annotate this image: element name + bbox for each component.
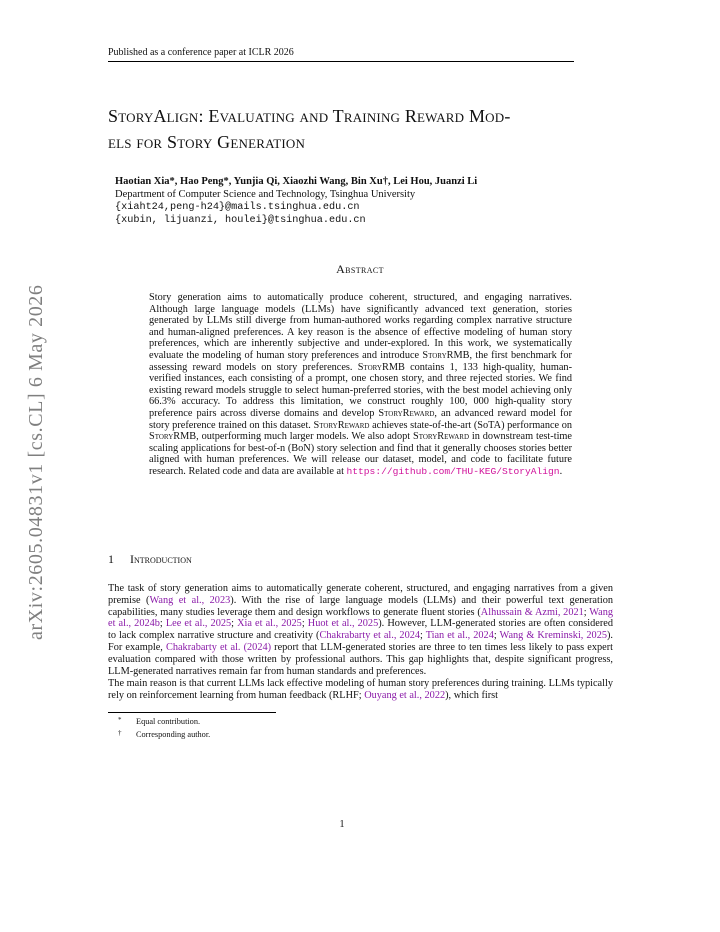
intro-paragraph-2	[108, 678, 613, 702]
header-rule	[108, 61, 574, 62]
citation-link[interactable]: Xia et al., 2025	[237, 618, 302, 630]
citation-link[interactable]: Alhussain & Azmi, 2021	[480, 606, 584, 618]
separator: ;	[301, 618, 308, 630]
author-block	[115, 175, 635, 227]
paper-title	[108, 103, 628, 155]
email-line-1: {xiaht24,peng-h24}@mails.tsinghua.edu.cn	[115, 202, 360, 213]
footnote-text: Corresponding author.	[136, 729, 211, 739]
arxiv-identifier: arXiv:2605.04831v1 [cs.CL] 6 May 2026	[25, 284, 47, 640]
email-line-2: {xubin, lijuanzi, houlei}@tsinghua.edu.cn	[115, 215, 366, 226]
footnote	[118, 728, 518, 741]
benchmark-name: StoryRMB	[357, 361, 405, 373]
abstract-text: , an advanced reward model for story preference trained on this dataset.	[149, 407, 572, 431]
citation-link[interactable]: Wang et al., 2024b	[108, 606, 614, 630]
benchmark-name: StoryRMB	[149, 431, 197, 443]
paragraph-text: ). However, LLM-generated stories are often considered to lack complex narrative structure and creativity (	[108, 618, 614, 642]
abstract-body	[149, 292, 572, 478]
affiliation: Department of Computer Science and Technology, Tsinghua University	[115, 189, 416, 200]
separator: ;	[420, 630, 426, 642]
abstract-text: , the first benchmark for assessing reward models on story preferences.	[149, 349, 572, 373]
citation-link[interactable]: Chakrabarty et al., 2024	[319, 630, 421, 642]
abstract-text: , outperforming much larger models. We also adopt	[196, 431, 413, 443]
citation-link[interactable]: Huot et al., 2025	[307, 618, 379, 630]
running-header: Published as a conference paper at ICLR 2026	[108, 47, 294, 58]
citation-link[interactable]: Chakrabarty et al. (2024)	[165, 641, 272, 653]
footnote-mark: †	[118, 728, 122, 737]
paragraph-text: ). With the rise of large language models (LLMs) and their powerful text generation capabilities, many studies leverage them and design workflows to generate fluent stories (	[108, 594, 614, 618]
title-line-2: els for Story Generation	[108, 132, 306, 152]
citation-link[interactable]: Lee et al., 2025	[165, 618, 232, 630]
abstract-heading: Abstract	[336, 262, 384, 276]
separator: ;	[231, 618, 238, 630]
citation-link[interactable]: Wang et al., 2023	[149, 594, 231, 606]
repository-link[interactable]: https://github.com/THU-KEG/StoryAlign	[346, 465, 560, 477]
paragraph-text: ), which first	[445, 689, 499, 701]
section-heading	[108, 552, 612, 566]
citation-link[interactable]: Tian et al., 2024	[425, 630, 494, 642]
abstract-text: contains 1, 133 high-quality, human-verified instances, each consisting of a prompt, one chosen story, and three rejected stories. We find existing reward models struggle to select human-preferred stories, with the best model achieving only 66.3% accuracy. To address this limitation, we construct roughly 100, 000 high-quality story preference pairs across diverse domains and develop	[149, 361, 572, 419]
separator: ;	[493, 630, 500, 642]
section-title: Introduction	[130, 552, 192, 566]
paragraph-text: report that LLM-generated stories are three to ten times less likely to pass expert evaluation compared with those written by professional authors. This gap highlights that, despite significant progress, LLM-generated narratives remain far from human standards and preferences.	[108, 641, 613, 677]
author-names: Haotian Xia*, Hao Peng*, Yunjia Qi, Xiaozhi Wang, Bin Xu†, Lei Hou, Juanzi Li	[115, 176, 478, 187]
paragraph-text: The task of story generation aims to automatically generate coherent, structured, and engaging narratives from a given premise (	[108, 583, 613, 606]
abstract-text: Story generation aims to automatically produce coherent, structured, and engaging narratives. Although large language models (LLMs) have significantly advanced text generation, stories generated by LLMs still diverge from human-authored works regarding complex narrative structure and human-aligned preferences. A key reason is the absence of effective modeling of human story preferences, which are inherently subjective and under-explored. In this work, we systematically evaluate the modeling of human story preferences and introduce	[149, 292, 572, 361]
title-line-1: StoryAlign: Evaluating and Training Reward Mod-	[108, 106, 511, 126]
separator: ;	[583, 606, 590, 618]
footnote-mark: *	[118, 716, 122, 724]
abstract-text: achieves state-of-the-art (SoTA) performance on	[369, 419, 572, 431]
model-name: StoryReward	[313, 419, 370, 431]
model-name: StoryReward	[412, 431, 470, 443]
page-number: 1	[339, 819, 345, 830]
citation-link[interactable]: Ouyang et al., 2022	[364, 689, 446, 701]
footnote-rule	[108, 712, 276, 713]
benchmark-name: StoryRMB	[422, 349, 470, 361]
separator: ;	[159, 618, 166, 630]
paragraph-text: ). For example,	[108, 630, 614, 653]
intro-paragraph-1	[108, 583, 613, 677]
footnotes	[118, 715, 518, 740]
model-name: StoryReward	[378, 407, 435, 419]
abstract-text: .	[559, 465, 563, 477]
section-number: 1	[108, 552, 114, 566]
footnote	[118, 715, 518, 728]
citation-link[interactable]: Wang & Kreminski, 2025	[499, 630, 607, 642]
abstract-text: in downstream test-time scaling applications for best-of-n (BoN) story selection and find that it generally chooses stories better aligned with human preferences. We will release our dataset, model, and code to facilitate future research. Related code and data are available at	[149, 431, 573, 477]
footnote-text: Equal contribution.	[136, 717, 201, 726]
paragraph-text: The main reason is that current LLMs lack effective modeling of human story preferences during training. LLMs typically rely on reinforcement learning from human feedback (RLHF;	[108, 678, 613, 701]
